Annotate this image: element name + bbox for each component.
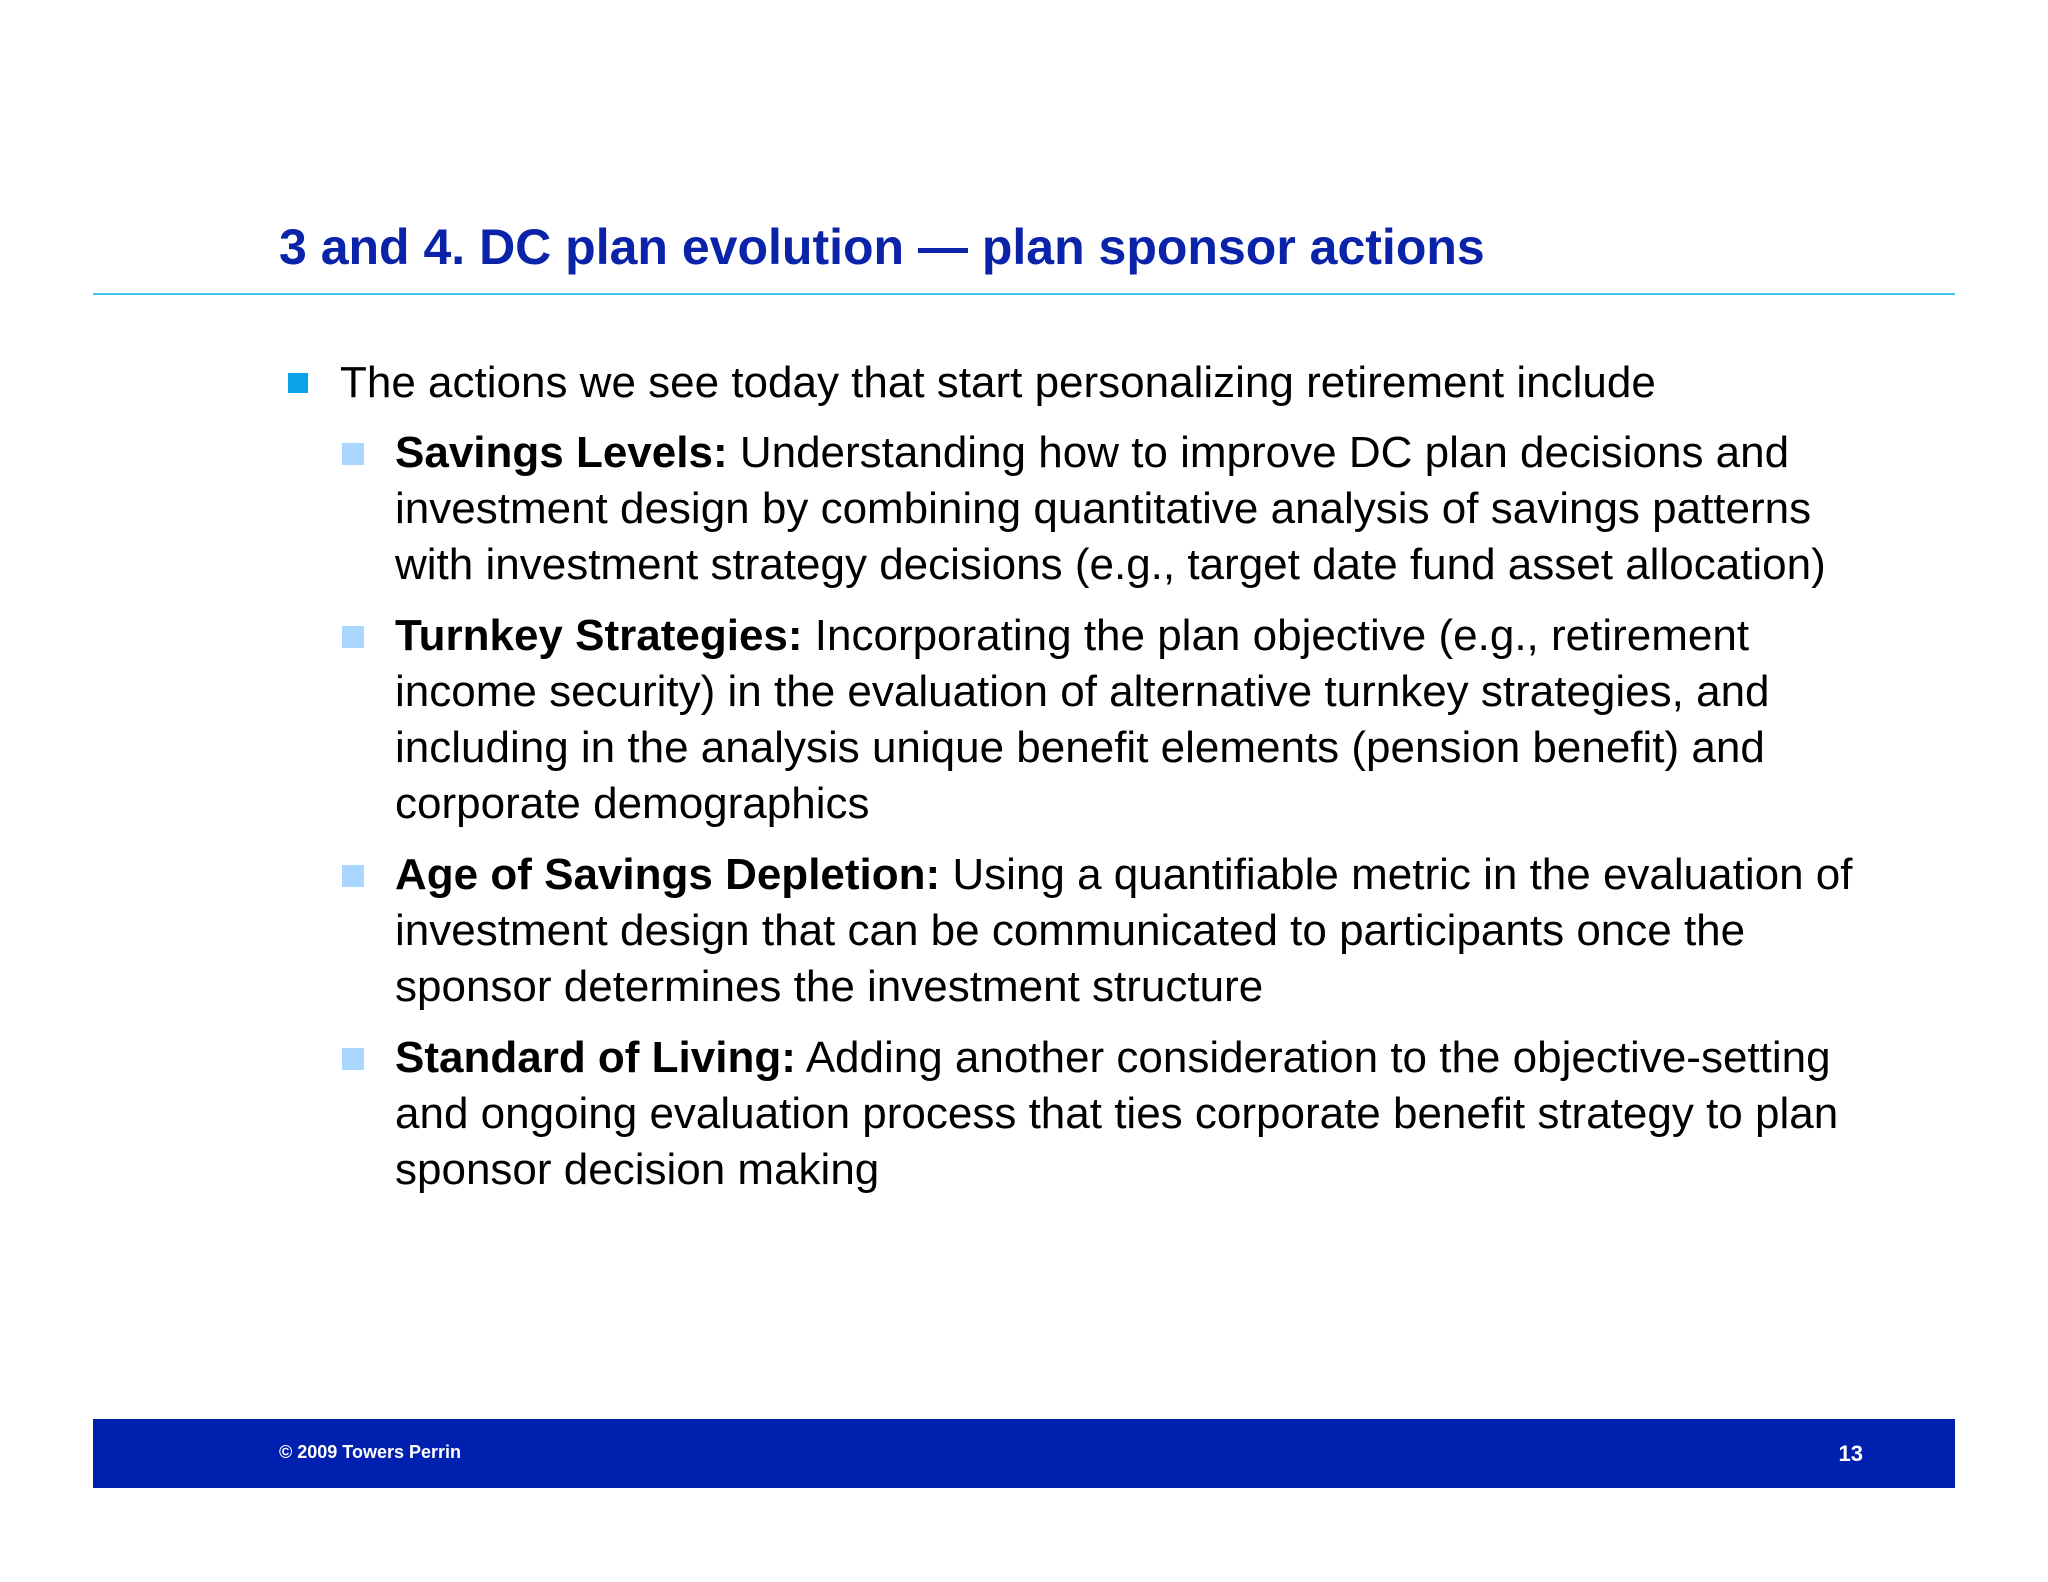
square-bullet-icon bbox=[342, 626, 364, 648]
intro-bullet bbox=[280, 355, 1900, 411]
square-bullet-icon bbox=[342, 443, 364, 465]
page-number: 13 bbox=[1838, 1441, 1863, 1466]
action-item-standard-of-living bbox=[280, 1030, 1900, 1198]
action-item-age-of-savings-depletion bbox=[280, 847, 1900, 1015]
action-item-turnkey-strategies bbox=[280, 608, 1900, 832]
action-list bbox=[280, 425, 1900, 1198]
footer-copyright: © 2009 Towers Perrin bbox=[279, 1442, 462, 1462]
action-heading: Savings Levels: bbox=[395, 428, 728, 477]
action-heading: Turnkey Strategies: bbox=[395, 611, 803, 660]
action-text: Adding another consideration to the objective-setting and ongoing evaluation process that ties corporate benefit strategy to plan sponsor decision making bbox=[395, 1033, 1839, 1194]
intro-text: The actions we see today that start personalizing retirement include bbox=[340, 358, 1656, 407]
action-text: Using a quantifiable metric in the evaluation of investment design that can be communicated to participants once the sponsor determines the investment structure bbox=[395, 850, 1853, 1011]
square-bullet-icon bbox=[342, 1048, 364, 1070]
action-heading: Age of Savings Depletion: bbox=[395, 850, 941, 899]
square-bullet-icon bbox=[342, 865, 364, 887]
action-heading: Standard of Living: bbox=[395, 1033, 796, 1082]
title-divider bbox=[93, 293, 1955, 295]
action-text: Understanding how to improve DC plan decisions and investment design by combining quantitative analysis of savings patterns with investment strategy decisions (e.g., target date fund asset allocation) bbox=[395, 428, 1826, 589]
action-item-savings-levels bbox=[280, 425, 1900, 593]
action-text: Incorporating the plan objective (e.g., retirement income security) in the evaluation of alternative turnkey strategies, and including in the analysis unique benefit elements (pension benefit) and corporate demographics bbox=[395, 611, 1770, 828]
slide-body bbox=[280, 355, 1900, 1213]
slide-title: 3 and 4. DC plan evolution — plan sponsor actions bbox=[279, 219, 1485, 275]
square-bullet-icon bbox=[288, 373, 308, 393]
footer-bar bbox=[93, 1419, 1955, 1488]
